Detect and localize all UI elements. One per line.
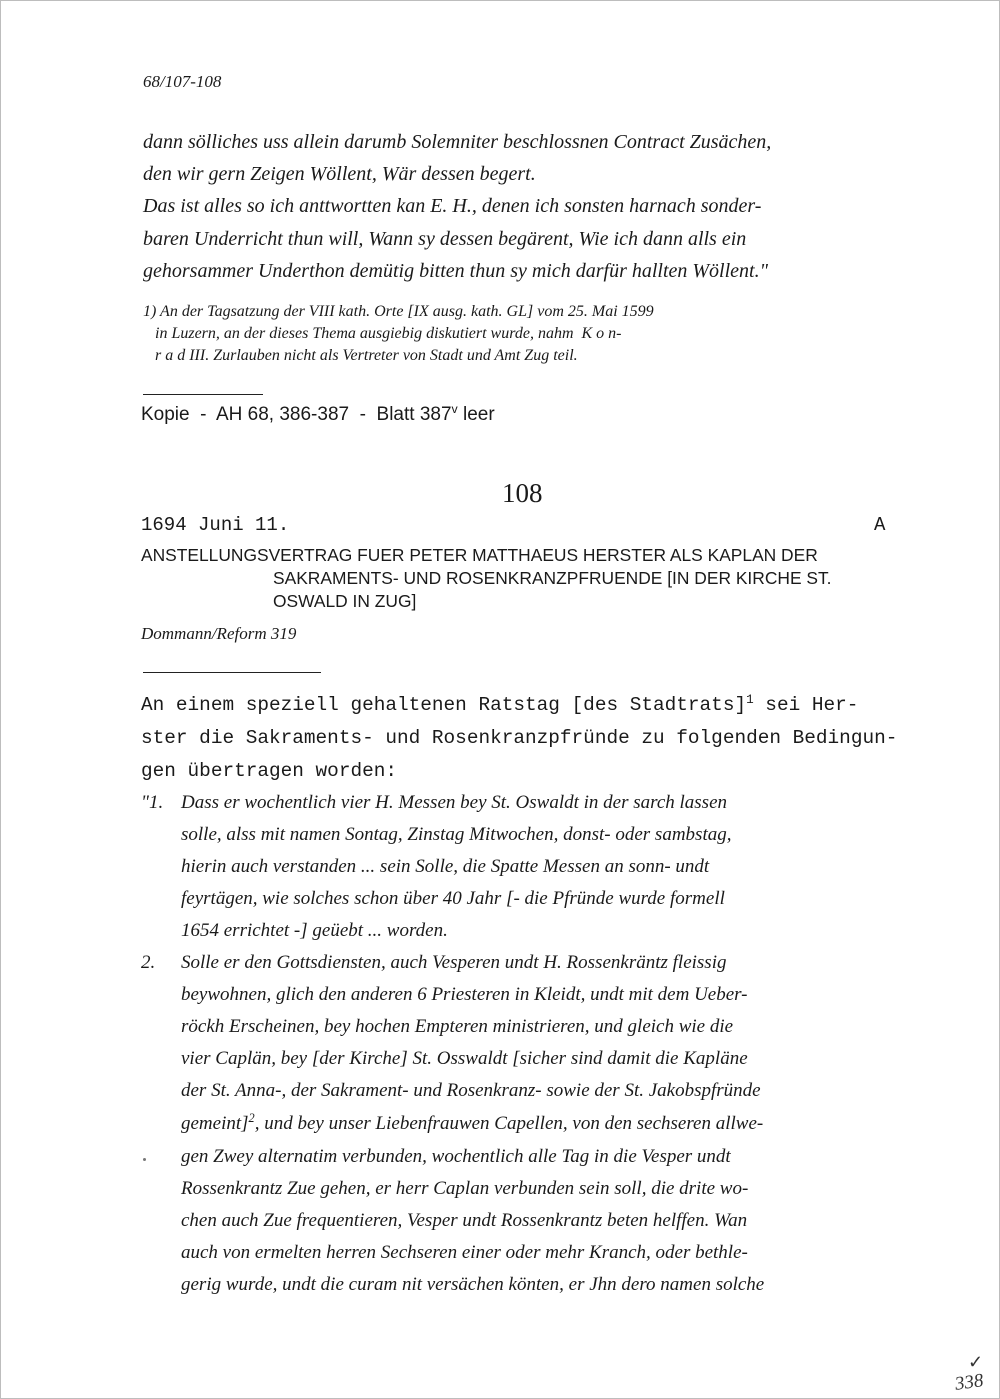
item-line: gerig wurde, undt die curam nit versächen könten, er Jhn dero namen solche (181, 1274, 765, 1295)
item-line: feyrtägen, wie solches schon über 40 Jahr [- die Pfründe wurde formell (181, 888, 725, 909)
document-number: 108 (502, 478, 543, 508)
continuation-line: baren Underricht thun will, Wann sy dessen begärent, Wie ich dann alls ein (143, 228, 747, 250)
item-line: solle, alss mit namen Sontag, Zinstag Mitwochen, donst- oder sambstag, (181, 824, 732, 845)
continuation-line: dann sölliches uss allein darumb Solemniter beschlossnen Contract Zusächen, (143, 131, 772, 153)
item-number: 2. (141, 952, 156, 973)
footnote-line: 1) An der Tagsatzung der VIII kath. Orte [IX ausg. kath. GL] vom 25. Mai 1599 (143, 303, 654, 320)
item-line: röckh Erscheinen, bey hochen Empteren ministrieren, und gleich wie die (181, 1016, 734, 1037)
summary-line: gen übertragen worden: (141, 760, 397, 782)
item-line: auch von ermelten herren Sechseren einer oder mehr Kranch, oder bethle- (181, 1242, 748, 1263)
source-reference: Dommann/Reform 319 (141, 624, 297, 643)
footnote-rule (143, 394, 263, 395)
footnote-marker: 1 (746, 693, 754, 708)
summary-line: ster die Sakraments- und Rosenkranzpfründe zu folgenden Bedingun- (141, 727, 898, 749)
stray-dot (143, 1158, 146, 1161)
item-line: 1654 errichtet -] geüebt ... worden. (181, 920, 448, 941)
item-text: gemeint] (181, 1113, 249, 1134)
item-line: der St. Anna-, der Sakrament- und Rosenkranz- sowie der St. Jakobspfründe (181, 1080, 761, 1101)
document-date: 1694 Juni 11. (141, 514, 290, 536)
document-classification: A (874, 514, 886, 536)
item-line: beywohnen, glich den anderen 6 Priesteren in Kleidt, undt mit dem Ueber- (181, 984, 748, 1005)
item-line: gen Zwey alternatim verbunden, wochentlich alle Tag in die Vesper undt (181, 1146, 731, 1167)
check-mark-icon: ✓ (968, 1352, 984, 1372)
heading-line: SAKRAMENTS- UND ROSENKRANZPFRUENDE [IN DER KIRCHE ST. (273, 568, 832, 588)
heading-line: ANSTELLUNGSVERTRAG FUER PETER MATTHAEUS HERSTER ALS KAPLAN DER (141, 545, 818, 565)
summary-line (141, 694, 858, 716)
item-line: chen auch Zue frequentieren, Vesper undt Rossenkrantz beten helffen. Wan (181, 1210, 748, 1231)
summary-tail: sei Her- (753, 694, 859, 716)
copy-note-suffix: leer (457, 404, 495, 425)
item-number: "1. (141, 792, 164, 813)
item-line (181, 1113, 763, 1135)
item-line: vier Caplän, bey [der Kirche] St. Osswaldt [sicher sind damit die Kapläne (181, 1048, 748, 1069)
item-line: Dass er wochentlich vier H. Messen bey St. Oswaldt in der sarch lassen (181, 792, 727, 813)
footnote-line: r a d III. Zurlauben nicht als Vertreter von Stadt und Amt Zug teil. (143, 347, 578, 364)
page-reference: 68/107-108 (143, 72, 222, 91)
source-rule (143, 672, 321, 673)
item-text: , und bey unser Liebenfrauwen Capellen, von den sechseren allwe- (254, 1113, 764, 1134)
item-line: Solle er den Gottsdiensten, auch Vesperen undt H. Rossenkräntz fleissig (181, 952, 727, 973)
footnote-marker: 2 (248, 1111, 255, 1126)
summary-text: An einem speziell gehaltenen Ratstag [des Stadtrats] (141, 694, 747, 716)
continuation-line: den wir gern Zeigen Wöllent, Wär dessen begert. (143, 163, 536, 185)
copy-note-text: Kopie - AH 68, 386-387 - Blatt 387 (141, 404, 452, 425)
footnote-line: in Luzern, an der dieses Thema ausgiebig diskutiert wurde, nahm K o n- (143, 325, 622, 342)
item-line: hierin auch verstanden ... sein Solle, die Spatte Messen an sonn- undt (181, 856, 710, 877)
continuation-line: Das ist alles so ich anttwortten kan E. H., denen ich sonsten harnach sonder- (143, 195, 762, 217)
copy-note-superscript: v (451, 402, 458, 417)
item-line: Rossenkrantz Zue gehen, er herr Caplan verbunden sein soll, die drite wo- (181, 1178, 749, 1199)
handwritten-page-number: 338 (953, 1370, 985, 1395)
heading-line: OSWALD IN ZUG] (273, 591, 417, 611)
continuation-line: gehorsammer Underthon demütig bitten thun sy mich darfür hallten Wöllent." (143, 260, 768, 282)
copy-note (141, 404, 495, 426)
